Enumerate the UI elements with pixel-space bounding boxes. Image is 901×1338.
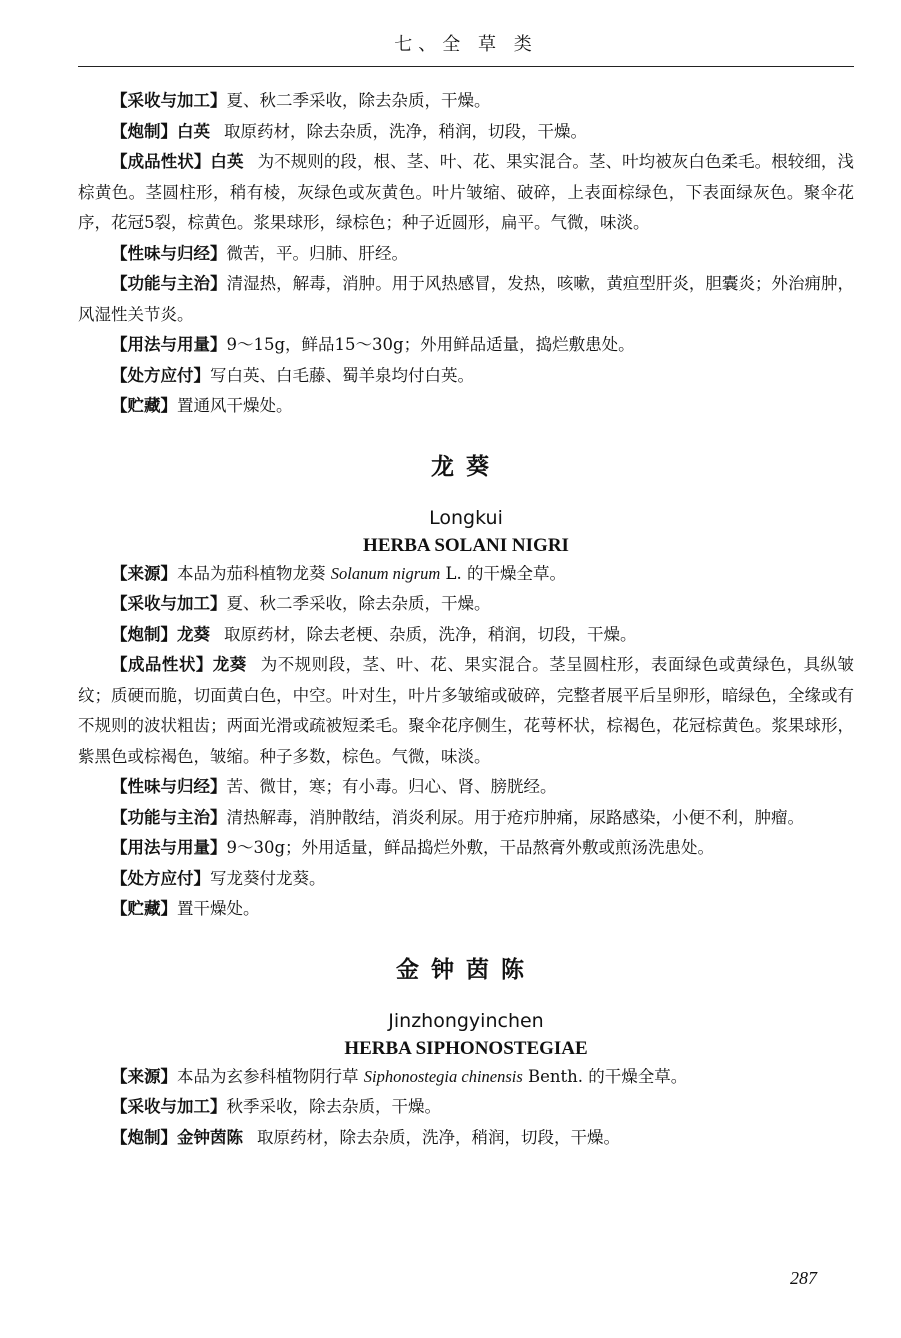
entry-processing: 【炮制】白英 取原药材，除去杂质，洗净，稍润，切段，干燥。 <box>111 121 587 141</box>
entry-prescription: 【处方应付】写白英、白毛藤、蜀羊泉均付白英。 <box>111 365 474 385</box>
section-title-jinzhongyinchen: 金钟茵陈 <box>396 956 536 983</box>
entry-function: 【功能与主治】清湿热，解毒，消肿。用于风热感冒，发热，咳嗽，黄疸型肝炎，胆囊炎；外治痈肿，风湿性关节炎。 <box>78 274 855 324</box>
entry-harvest: 【采收与加工】夏、秋二季采收，除去杂质，干燥。 <box>111 91 491 110</box>
header-rule <box>78 66 854 67</box>
entry-processing: 【炮制】龙葵 取原药材，除去老梗、杂质，洗净，稍润，切段，干燥。 <box>111 624 637 644</box>
section-pinyin-longkui: Longkui <box>429 506 503 529</box>
running-header: 七、全 草 类 <box>394 34 538 55</box>
entry-storage: 【贮藏】置干燥处。 <box>111 899 260 918</box>
entry-function: 【功能与主治】清热解毒，消肿散结，消炎利尿。用于疮疖肿痛，尿路感染，小便不利，肿瘤。 <box>111 807 804 827</box>
page-number: 287 <box>790 1268 817 1288</box>
entry-source: 【来源】本品为茄科植物龙葵 Solanum nigrum L. 的干燥全草。 <box>111 563 566 583</box>
section-title-longkui: 龙葵 <box>431 453 501 480</box>
entry-property: 【性味与归经】微苦，平。归肺、肝经。 <box>111 243 408 263</box>
entry-storage: 【贮藏】置通风干燥处。 <box>111 396 293 415</box>
entry-source: 【来源】本品为玄参科植物阴行草 Siphonostegia chinensis Benth. 的干燥全草。 <box>111 1066 688 1086</box>
section-pinyin-jinzhongyinchen: Jinzhongyinchen <box>388 1009 544 1032</box>
entry-dosage: 【用法与用量】9～30g；外用适量，鲜品捣烂外敷，干品熬膏外敷或煎汤洗患处。 <box>111 838 715 857</box>
section-latin-name-longkui: HERBA SOLANI NIGRI <box>363 534 569 556</box>
entry-property: 【性味与归经】苦、微甘，寒；有小毒。归心、肾、膀胱经。 <box>111 777 557 796</box>
entry-characters: 【成品性状】白英 为不规则的段，根、茎、叶、花、果实混合。茎、叶均被灰白色柔毛。根较细，浅棕黄色。茎圆柱形，稍有棱，灰绿色或灰黄色。叶片皱缩、破碎，上表面棕绿色，下表面绿灰色。聚伞花序，花冠5裂，棕黄色。浆果球形，绿棕色；种子近圆形，扁平。气微，味淡。 <box>78 152 855 232</box>
entry-dosage: 【用法与用量】9～15g，鲜品15～30g；外用鲜品适量，捣烂敷患处。 <box>111 335 635 354</box>
entry-processing: 【炮制】金钟茵陈 取原药材，除去杂质，洗净，稍润，切段，干燥。 <box>111 1127 620 1147</box>
entry-harvest: 【采收与加工】秋季采收，除去杂质，干燥。 <box>111 1097 441 1116</box>
section-latin-name-jinzhongyinchen: HERBA SIPHONOSTEGIAE <box>344 1037 588 1059</box>
entry-characters: 【成品性状】龙葵 为不规则段，茎、叶、花、果实混合。茎呈圆柱形，表面绿色或黄绿色，具纵皱纹；质硬而脆，切面黄白色，中空。叶对生，叶片多皱缩或破碎，完整者展平后呈卵形，暗绿色，全缘或有不规则的波状粗齿；两面光滑或疏被短柔毛。聚伞花序侧生，花萼杯状，棕褐色，花冠棕黄色。浆果球形，紫黑色或棕褐色，皱缩。种子多数，棕色。气微，味淡。 <box>78 655 855 766</box>
entry-harvest: 【采收与加工】夏、秋二季采收，除去杂质，干燥。 <box>111 594 491 613</box>
entry-prescription: 【处方应付】写龙葵付龙葵。 <box>111 868 326 888</box>
page-body <box>78 86 854 1153</box>
